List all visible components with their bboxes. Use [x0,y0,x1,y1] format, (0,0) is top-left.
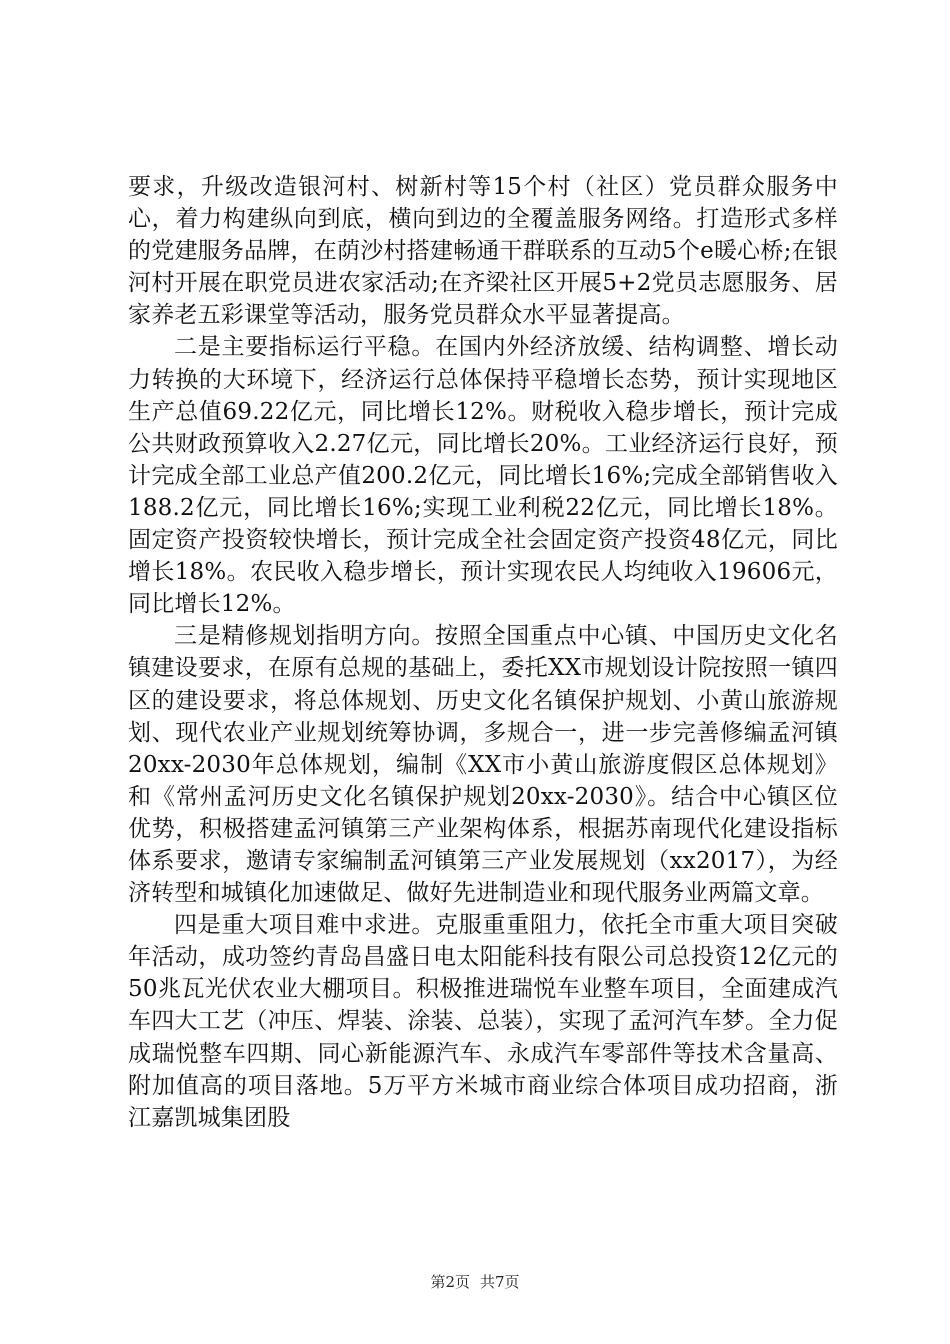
page-total: 共7页 [480,1273,520,1291]
page-number: 第2页 [430,1273,470,1291]
paragraph-projects: 四是重大项目难中求进。克服重重阻力，依托全市重大项目突破年活动，成功签约青岛昌盛日电太阳能科技有限公司总投资12亿元的50兆瓦光伏农业大棚项目。积极推进瑞悦车业整车项目，全面建成汽车四大工艺（冲压、焊装、涂装、总装），实现了孟河汽车梦。全力促成瑞悦整车四期、同心新能源汽车、永成汽车零部件等技术含量高、附加值高的项目落地。5万平方米城市商业综合体项目成功招商，浙江嘉凯城集团股 [128,912,838,1131]
page-footer [0,1272,950,1292]
document-body [128,171,838,1134]
paragraph-continuation: 要求，升级改造银河村、树新村等15个村（社区）党员群众服务中心，着力构建纵向到底，横向到边的全覆盖服务网络。打造形式多样的党建服务品牌，在荫沙村搭建畅通干群联系的互动5个e暖心桥;在银河村开展在职党员进农家活动;在齐梁社区开展5+2党员志愿服务、居家养老五彩课堂等活动，服务党员群众水平显著提高。 [128,174,838,329]
paragraph-planning: 三是精修规划指明方向。按照全国重点中心镇、中国历史文化名镇建设要求，在原有总规的基础上，委托XX市规划设计院按照一镇四区的建设要求，将总体规划、历史文化名镇保护规划、小黄山旅游规划、现代农业产业规划统筹协调，多规合一，进一步完善修编孟河镇20xx-2030年总体规划，编制《XX市小黄山旅游度假区总体规划》和《常州孟河历史文化名镇保护规划20xx-2030》。结合中心镇区位优势，积极搭建孟河镇第三产业架构体系，根据苏南现代化建设指标体系要求，邀请专家编制孟河镇第三产业发展规划（xx2017），为经济转型和城镇化加速做足、做好先进制造业和现代服务业两篇文章。 [128,623,838,907]
paragraph-indicators: 二是主要指标运行平稳。在国内外经济放缓、结构调整、增长动力转换的大环境下，经济运行总体保持平稳增长态势，预计实现地区生产总值69.22亿元，同比增长12%。财税收入稳步增长，预计完成公共财政预算收入2.27亿元，同比增长20%。工业经济运行良好，预计完成全部工业总产值200.2亿元，同比增长16%;完成全部销售收入188.2亿元，同比增长16%;实现工业利税22亿元，同比增长18%。固定资产投资较快增长，预计完成全社会固定资产投资48亿元，同比增长18%。农民收入稳步增长，预计实现农民人均纯收入19606元，同比增长12%。 [128,334,838,618]
